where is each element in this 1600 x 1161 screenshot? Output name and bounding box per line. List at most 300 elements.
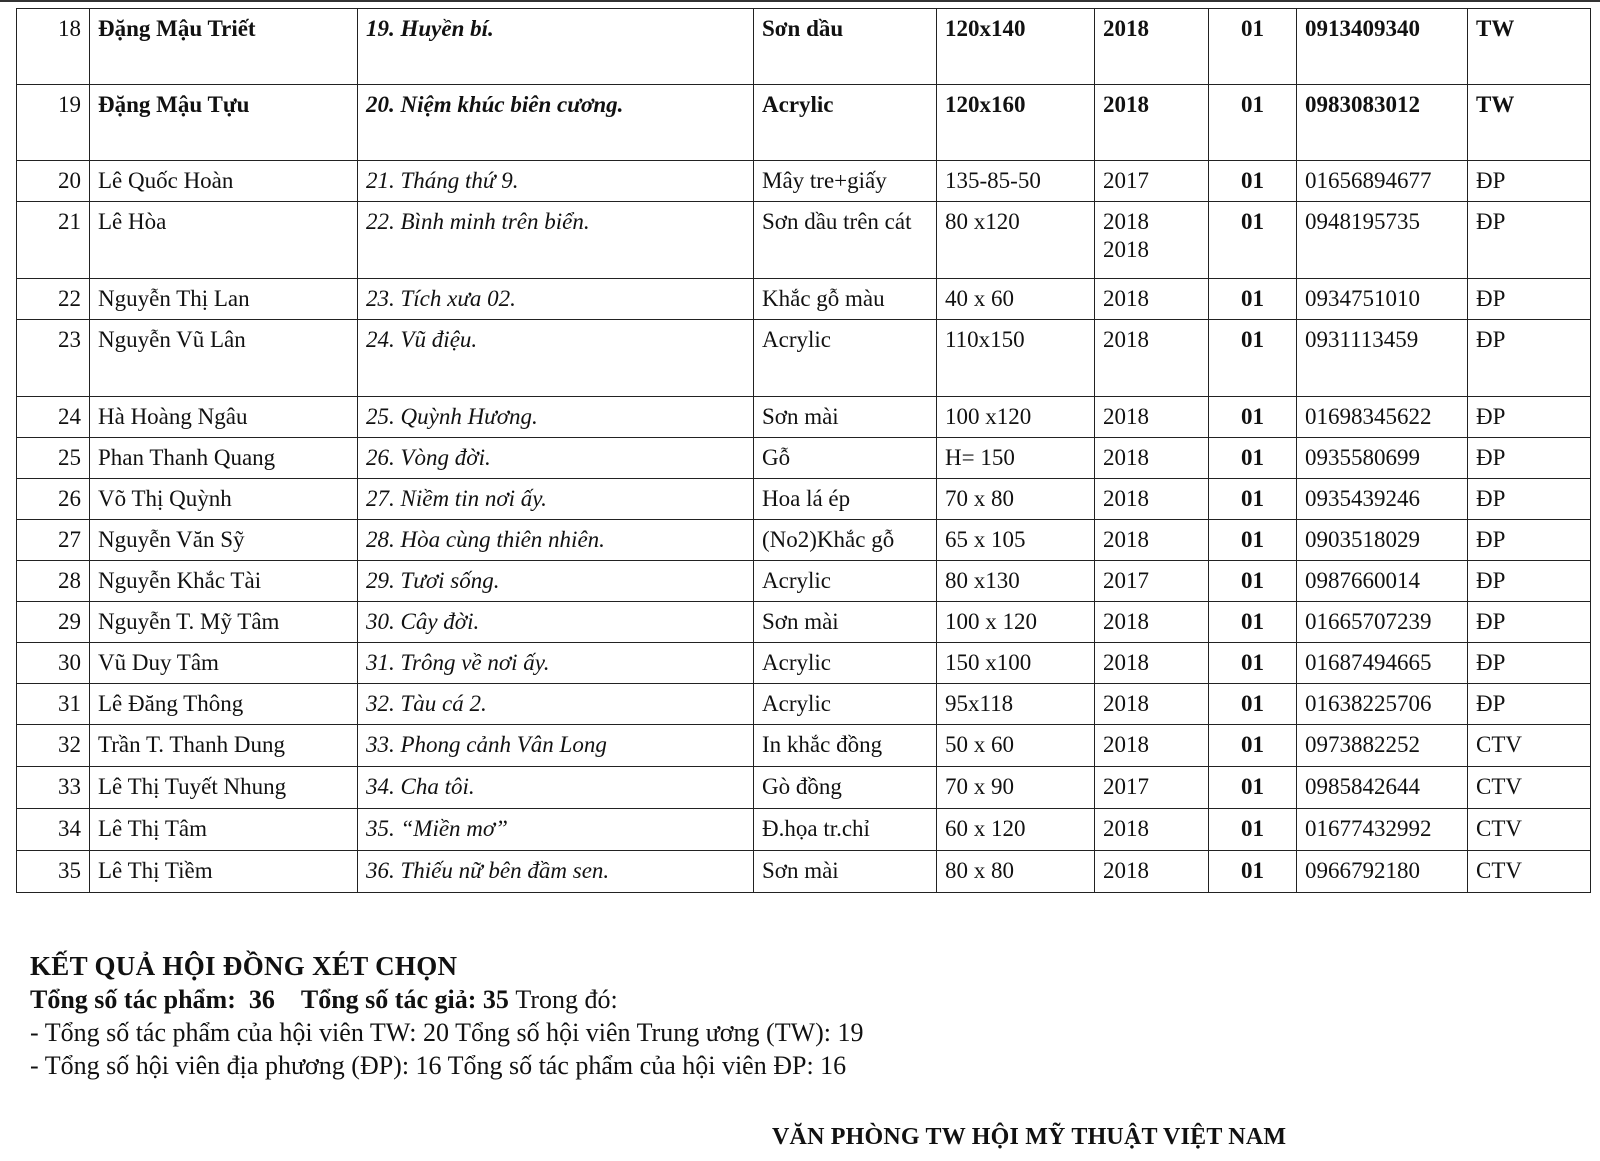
work-title: 29. Tươi sống. (366, 568, 500, 593)
dimensions: 65 x 105 (945, 527, 1026, 552)
phone-number-cell (1297, 643, 1468, 684)
material: Acrylic (762, 568, 831, 593)
member-type-cell (1468, 479, 1591, 520)
row-number: 33 (58, 774, 81, 799)
table-row (17, 479, 1591, 520)
year-cell (1095, 602, 1209, 643)
table-row (17, 438, 1591, 479)
author-name: Nguyễn Vũ Lân (98, 327, 246, 352)
member-type: ĐP (1476, 404, 1506, 429)
phone-number-cell (1297, 161, 1468, 202)
author-name-cell (90, 479, 358, 520)
author-name-cell (90, 279, 358, 320)
quantity: 01 (1241, 609, 1264, 634)
work-title: 20. Niệm khúc biên cương. (366, 92, 624, 117)
year-cell (1095, 397, 1209, 438)
member-type: CTV (1476, 816, 1522, 841)
member-type-cell (1468, 85, 1591, 161)
work-title: 30. Cây đời. (366, 609, 480, 634)
author-name-cell (90, 602, 358, 643)
dimensions-cell (937, 767, 1095, 809)
author-name: Nguyễn Khắc Tài (98, 568, 262, 593)
year: 2018 (1103, 609, 1149, 634)
member-type: ĐP (1476, 286, 1506, 311)
member-type-cell (1468, 851, 1591, 893)
work-title-cell (358, 479, 754, 520)
row-number-cell (17, 684, 90, 725)
material: Acrylic (762, 650, 831, 675)
phone-number: 0983083012 (1305, 92, 1420, 117)
quantity: 01 (1241, 445, 1264, 470)
artwork-table (16, 8, 1591, 893)
author-name-cell (90, 684, 358, 725)
quantity-cell (1209, 202, 1297, 279)
work-title-cell (358, 767, 754, 809)
dimensions-cell (937, 9, 1095, 85)
author-name: Lê Đăng Thông (98, 691, 244, 716)
material-cell (754, 643, 937, 684)
author-name: Nguyễn Thị Lan (98, 286, 250, 311)
year-cell (1095, 851, 1209, 893)
material: Acrylic (762, 92, 834, 117)
table-row (17, 320, 1591, 397)
phone-number: 01656894677 (1305, 168, 1432, 193)
member-type: TW (1476, 92, 1515, 117)
author-name-cell (90, 397, 358, 438)
material-cell (754, 684, 937, 725)
row-number-cell (17, 320, 90, 397)
author-name-cell (90, 320, 358, 397)
dimensions: 80 x120 (945, 209, 1020, 234)
row-number-cell (17, 851, 90, 893)
material: (No2)Khắc gỗ (762, 527, 895, 552)
work-title-cell (358, 279, 754, 320)
year-cell (1095, 684, 1209, 725)
year-cell (1095, 85, 1209, 161)
summary-totals (30, 983, 1570, 1016)
year: 2017 (1103, 774, 1149, 799)
material: In khắc đồng (762, 732, 883, 757)
quantity-cell (1209, 9, 1297, 85)
phone-number-cell (1297, 479, 1468, 520)
year: 2017 (1103, 168, 1149, 193)
year: 2018 (1103, 286, 1149, 311)
year: 2018 (1103, 858, 1149, 883)
material-cell (754, 479, 937, 520)
phone-number: 01638225706 (1305, 691, 1432, 716)
member-type-cell (1468, 602, 1591, 643)
dimensions: 100 x 120 (945, 609, 1037, 634)
dimensions-cell (937, 725, 1095, 767)
page-top-border (0, 0, 1600, 2)
year-cell (1095, 438, 1209, 479)
table-row (17, 561, 1591, 602)
table-row (17, 279, 1591, 320)
summary-line-central: - Tổng số tác phẩm của hội viên TW: 20 Tổng số hội viên Trung ương (TW): 19 (30, 1018, 864, 1047)
dimensions-cell (937, 279, 1095, 320)
member-type: ĐP (1476, 327, 1506, 352)
work-title-cell (358, 851, 754, 893)
quantity-cell (1209, 851, 1297, 893)
quantity: 01 (1241, 650, 1264, 675)
material-cell (754, 767, 937, 809)
row-number-cell (17, 602, 90, 643)
quantity: 01 (1241, 16, 1264, 41)
phone-number-cell (1297, 279, 1468, 320)
material-cell (754, 438, 937, 479)
phone-number-cell (1297, 202, 1468, 279)
author-name-cell (90, 561, 358, 602)
table-row (17, 809, 1591, 851)
work-title: 36. Thiếu nữ bên đầm sen. (366, 858, 610, 883)
member-type: ĐP (1476, 609, 1506, 634)
member-type-cell (1468, 684, 1591, 725)
author-name: Trần T. Thanh Dung (98, 732, 285, 757)
author-name-cell (90, 85, 358, 161)
work-title-cell (358, 643, 754, 684)
material: Sơn dầu (762, 16, 844, 41)
year: 2018 (1103, 327, 1149, 352)
material: Gỗ (762, 445, 791, 470)
material: Hoa lá ép (762, 486, 851, 511)
dimensions-cell (937, 202, 1095, 279)
dimensions-cell (937, 643, 1095, 684)
dimensions: 80 x 80 (945, 858, 1014, 883)
member-type-cell (1468, 561, 1591, 602)
row-number: 19 (58, 92, 81, 117)
row-number-cell (17, 767, 90, 809)
year-cell (1095, 161, 1209, 202)
dimensions-cell (937, 602, 1095, 643)
work-title: 19. Huyền bí. (366, 16, 494, 41)
author-name: Lê Thị Tuyết Nhung (98, 774, 287, 799)
table-row (17, 602, 1591, 643)
author-name-cell (90, 161, 358, 202)
row-number: 21 (58, 209, 81, 234)
phone-number-cell (1297, 85, 1468, 161)
row-number-cell (17, 85, 90, 161)
year-cell (1095, 9, 1209, 85)
work-title-cell (358, 809, 754, 851)
member-type-cell (1468, 161, 1591, 202)
material: Đ.họa tr.chỉ (762, 816, 870, 841)
total-authors-value: 35 (482, 985, 509, 1014)
quantity-cell (1209, 85, 1297, 161)
work-title-cell (358, 397, 754, 438)
author-name: Đặng Mậu Triết (98, 16, 256, 41)
quantity: 01 (1241, 732, 1264, 757)
work-title-cell (358, 520, 754, 561)
phone-number-cell (1297, 438, 1468, 479)
artwork-table-body (17, 9, 1591, 893)
quantity: 01 (1241, 816, 1264, 841)
quantity-cell (1209, 643, 1297, 684)
quantity: 01 (1241, 209, 1264, 234)
row-number-cell (17, 643, 90, 684)
table-row (17, 520, 1591, 561)
phone-number-cell (1297, 602, 1468, 643)
row-number: 31 (58, 691, 81, 716)
year-cell (1095, 767, 1209, 809)
row-number-cell (17, 202, 90, 279)
phone-number: 01698345622 (1305, 404, 1432, 429)
phone-number: 0948195735 (1305, 209, 1420, 234)
row-number-cell (17, 397, 90, 438)
table-row (17, 85, 1591, 161)
dimensions: 120x160 (945, 92, 1026, 117)
author-name: Lê Thị Tâm (98, 816, 208, 841)
year-cell (1095, 809, 1209, 851)
quantity: 01 (1241, 92, 1264, 117)
issuing-office-signature: VĂN PHÒNG TW HỘI MỸ THUẬT VIỆT NAM (772, 1124, 1287, 1150)
work-title-cell (358, 438, 754, 479)
quantity-cell (1209, 161, 1297, 202)
dimensions-cell (937, 684, 1095, 725)
work-title: 24. Vũ điệu. (366, 327, 478, 352)
row-number: 28 (58, 568, 81, 593)
quantity-cell (1209, 561, 1297, 602)
phone-number: 0935439246 (1305, 486, 1420, 511)
work-title: 25. Quỳnh Hương. (366, 404, 538, 429)
row-number: 35 (58, 858, 81, 883)
material-cell (754, 725, 937, 767)
quantity-cell (1209, 320, 1297, 397)
author-name-cell (90, 767, 358, 809)
material: Acrylic (762, 327, 831, 352)
total-authors-label: Tổng số tác giả: (300, 985, 477, 1014)
work-title-cell (358, 161, 754, 202)
dimensions-cell (937, 85, 1095, 161)
work-title-cell (358, 85, 754, 161)
phone-number: 0934751010 (1305, 286, 1420, 311)
table-row (17, 684, 1591, 725)
work-title-cell (358, 602, 754, 643)
year: 2018 (1103, 816, 1149, 841)
dimensions-cell (937, 809, 1095, 851)
member-type-cell (1468, 767, 1591, 809)
phone-number-cell (1297, 809, 1468, 851)
dimensions-cell (937, 397, 1095, 438)
work-title: 28. Hòa cùng thiên nhiên. (366, 527, 605, 552)
dimensions-cell (937, 561, 1095, 602)
row-number: 27 (58, 527, 81, 552)
work-title-cell (358, 202, 754, 279)
summary-line-local: - Tổng số hội viên địa phương (ĐP): 16 Tổng số tác phẩm của hội viên ĐP: 16 (30, 1051, 847, 1080)
quantity: 01 (1241, 327, 1264, 352)
dimensions-cell (937, 320, 1095, 397)
quantity: 01 (1241, 486, 1264, 511)
member-type: ĐP (1476, 568, 1506, 593)
year-cell (1095, 643, 1209, 684)
author-name: Lê Quốc Hoàn (98, 168, 234, 193)
quantity-cell (1209, 279, 1297, 320)
material-cell (754, 9, 937, 85)
dimensions: 95x118 (945, 691, 1014, 716)
phone-number: 0973882252 (1305, 732, 1420, 757)
table-row (17, 202, 1591, 279)
member-type-cell (1468, 279, 1591, 320)
quantity: 01 (1241, 568, 1264, 593)
member-type: CTV (1476, 858, 1522, 883)
work-title-cell (358, 9, 754, 85)
work-title-cell (358, 561, 754, 602)
material-cell (754, 279, 937, 320)
dimensions: 70 x 80 (945, 486, 1014, 511)
quantity-cell (1209, 684, 1297, 725)
dimensions: H= 150 (945, 445, 1015, 470)
table-row (17, 9, 1591, 85)
author-name: Lê Hòa (98, 209, 167, 234)
year-cell (1095, 725, 1209, 767)
phone-number: 01677432992 (1305, 816, 1432, 841)
material: Gò đồng (762, 774, 842, 799)
dimensions-cell (937, 520, 1095, 561)
material: Mây tre+giấy (762, 168, 887, 193)
phone-number-cell (1297, 9, 1468, 85)
row-number: 24 (58, 404, 81, 429)
table-row (17, 161, 1591, 202)
row-number: 30 (58, 650, 81, 675)
table-row (17, 643, 1591, 684)
quantity-cell (1209, 809, 1297, 851)
table-row (17, 767, 1591, 809)
dimensions: 70 x 90 (945, 774, 1014, 799)
member-type: ĐP (1476, 486, 1506, 511)
dimensions: 150 x100 (945, 650, 1032, 675)
phone-number: 0935580699 (1305, 445, 1420, 470)
dimensions-cell (937, 161, 1095, 202)
author-name: Đặng Mậu Tựu (98, 92, 250, 117)
year-cell (1095, 279, 1209, 320)
row-number: 20 (58, 168, 81, 193)
work-title-cell (358, 684, 754, 725)
phone-number: 01665707239 (1305, 609, 1432, 634)
phone-number-cell (1297, 520, 1468, 561)
summary-heading: KẾT QUẢ HỘI ĐỒNG XÉT CHỌN (30, 951, 458, 981)
member-type: ĐP (1476, 209, 1506, 234)
row-number: 26 (58, 486, 81, 511)
member-type: CTV (1476, 774, 1522, 799)
row-number-cell (17, 438, 90, 479)
phone-number: 0931113459 (1305, 327, 1419, 352)
member-type-cell (1468, 725, 1591, 767)
quantity-cell (1209, 397, 1297, 438)
member-type-cell (1468, 643, 1591, 684)
year-cell (1095, 320, 1209, 397)
council-result-summary (30, 950, 1570, 1082)
quantity-cell (1209, 725, 1297, 767)
phone-number-cell (1297, 851, 1468, 893)
author-name: Nguyễn Văn Sỹ (98, 527, 245, 552)
work-title: 22. Bình minh trên biển. (366, 209, 590, 234)
total-works-value: 36 (248, 985, 275, 1014)
phone-number: 0966792180 (1305, 858, 1420, 883)
year-cell (1095, 561, 1209, 602)
phone-number-cell (1297, 767, 1468, 809)
member-type: CTV (1476, 732, 1522, 757)
work-title: 34. Cha tôi. (366, 774, 475, 799)
member-type: ĐP (1476, 527, 1506, 552)
year: 2018 (1103, 527, 1149, 552)
phone-number: 0903518029 (1305, 527, 1420, 552)
work-title-cell (358, 320, 754, 397)
author-name: Võ Thị Quỳnh (98, 486, 232, 511)
work-title: 21. Tháng thứ 9. (366, 168, 519, 193)
year: 2018 (1103, 691, 1149, 716)
year-cell (1095, 520, 1209, 561)
phone-number: 0913409340 (1305, 16, 1420, 41)
quantity: 01 (1241, 691, 1264, 716)
material-cell (754, 851, 937, 893)
year-cell (1095, 479, 1209, 520)
material: Khắc gỗ màu (762, 286, 885, 311)
material-cell (754, 202, 937, 279)
year-second: 2018 (1103, 237, 1149, 263)
work-title: 26. Vòng đời. (366, 445, 491, 470)
dimensions: 120x140 (945, 16, 1026, 41)
phone-number-cell (1297, 725, 1468, 767)
row-number: 23 (58, 327, 81, 352)
quantity-cell (1209, 602, 1297, 643)
quantity-cell (1209, 767, 1297, 809)
member-type-cell (1468, 9, 1591, 85)
material-cell (754, 561, 937, 602)
work-title: 27. Niềm tin nơi ấy. (366, 486, 547, 511)
quantity: 01 (1241, 858, 1264, 883)
row-number: 22 (58, 286, 81, 311)
author-name: Nguyễn T. Mỹ Tâm (98, 609, 280, 634)
dimensions: 40 x 60 (945, 286, 1014, 311)
work-title: 33. Phong cảnh Vân Long (366, 732, 607, 757)
quantity: 01 (1241, 774, 1264, 799)
of-which-text: Trong đó: (515, 985, 618, 1014)
year: 2018 (1103, 486, 1149, 511)
member-type-cell (1468, 520, 1591, 561)
phone-number-cell (1297, 684, 1468, 725)
dimensions-cell (937, 851, 1095, 893)
table-row (17, 397, 1591, 438)
phone-number-cell (1297, 561, 1468, 602)
material: Acrylic (762, 691, 831, 716)
year: 2018 (1103, 92, 1149, 117)
row-number-cell (17, 725, 90, 767)
author-name-cell (90, 643, 358, 684)
member-type-cell (1468, 809, 1591, 851)
material-cell (754, 161, 937, 202)
quantity: 01 (1241, 527, 1264, 552)
author-name-cell (90, 851, 358, 893)
row-number: 18 (58, 16, 81, 41)
work-title: 35. “Miền mơ” (366, 816, 508, 841)
author-name-cell (90, 438, 358, 479)
row-number-cell (17, 479, 90, 520)
author-name-cell (90, 202, 358, 279)
quantity-cell (1209, 438, 1297, 479)
row-number: 25 (58, 445, 81, 470)
material: Sơn mài (762, 609, 839, 634)
quantity: 01 (1241, 168, 1264, 193)
row-number-cell (17, 9, 90, 85)
dimensions: 50 x 60 (945, 732, 1014, 757)
year: 2018 (1103, 16, 1149, 41)
quantity: 01 (1241, 404, 1264, 429)
author-name: Lê Thị Tiềm (98, 858, 213, 883)
year: 2018 (1103, 209, 1149, 234)
member-type: ĐP (1476, 445, 1506, 470)
member-type-cell (1468, 438, 1591, 479)
material-cell (754, 320, 937, 397)
work-title: 32. Tàu cá 2. (366, 691, 487, 716)
